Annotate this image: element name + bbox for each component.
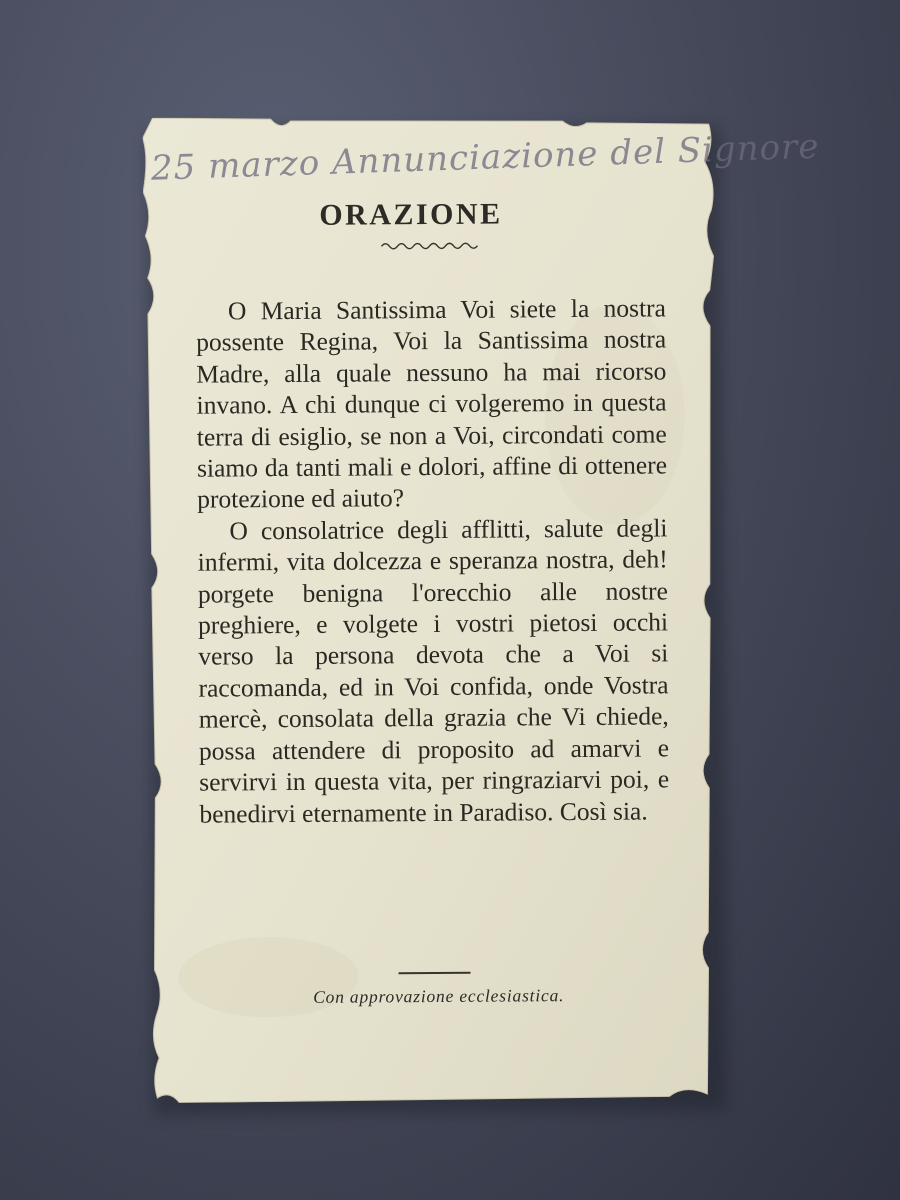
prayer-paragraph: O Maria Santissima Voi siete la nostra possente Regina, Voi la Santissima nostra Madre, alla quale nessuno ha mai ricorso invano. A chi dunque ci volgeremo in questa terra di esiglio, se non a Voi, circondati come siamo da tanti mali e dolori, affine di ottenere protezione ed aiuto? [196, 293, 668, 515]
holy-card-back [143, 114, 821, 1103]
prayer-text [196, 292, 670, 829]
prayer-title: ORAZIONE [319, 197, 503, 232]
handwritten-note: 25 marzo Annunciazione del Signore [150, 126, 821, 189]
wavy-ornament [379, 240, 479, 253]
prayer-paragraph: O consolatrice degli afflitti, salute degli infermi, vita dolcezza e speranza nostra, deh! porgete benigna l'orecchio alle nostre preghiere, e volgete i vostri pietosi occhi verso la persona devota che a Voi si raccomanda, ed in Voi confida, onde Vostra mercè, consolata della grazia che Vi chiede, possa attendere di proposito ad amarvi e servirvi in questa vita, per ringraziarvi poi, e benedirvi eternamente in Paradiso. Così sia. [197, 513, 670, 829]
approval-note: Con approvazione ecclesiastica. [313, 985, 565, 1007]
